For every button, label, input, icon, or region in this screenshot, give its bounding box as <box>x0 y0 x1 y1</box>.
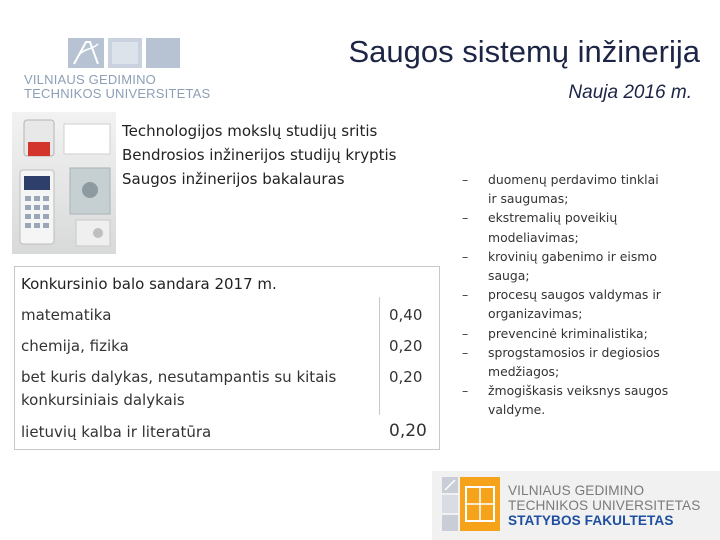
table-row-subject: matematika <box>21 306 112 324</box>
table-heading: Konkursinio balo sandara 2017 m. <box>21 275 277 293</box>
table-row-weight: 0,20 <box>389 368 423 386</box>
bullet-dash: – <box>462 172 469 187</box>
table-row-subject: chemija, fizika <box>21 337 129 355</box>
list-item: – duomenų perdavimo tinklai ir saugumas; <box>462 172 659 207</box>
bullet-dash: – <box>462 248 469 264</box>
university-name-line1: VILNIAUS GEDIMINO <box>24 72 156 87</box>
university-emblem-icon <box>68 38 180 70</box>
table-row-weight: 0,20 <box>389 337 423 355</box>
list-item: – krovinių gabenimo ir eismo sauga; <box>462 248 657 284</box>
university-logo <box>24 38 211 102</box>
bullet-dash: – <box>462 287 469 303</box>
table-row-weight: 0,40 <box>389 306 423 324</box>
list-item: – sprogstamosios ir degiosios medžiagos; <box>462 344 660 380</box>
university-name-line2: TECHNIKOS UNIVERSITETAS <box>24 86 211 101</box>
study-program: Saugos inžinerijos bakalauras <box>122 170 345 188</box>
bullet-dash: – <box>462 325 469 341</box>
faculty-logo-line3: STATYBOS FAKULTETAS <box>508 513 674 528</box>
list-item: – procesų saugos valdymas ir organizavimas; <box>462 287 661 322</box>
topics-list <box>458 170 708 420</box>
table-row-subject: bet kuris dalykas, nesutampantis su kitais <box>21 368 337 386</box>
faculty-logo-line2: TECHNIKOS UNIVERSITETAS <box>508 498 701 513</box>
security-devices-photo <box>12 112 116 254</box>
security-devices-illustration <box>12 112 116 254</box>
study-field: Technologijos mokslų studijų sritis <box>122 122 378 140</box>
score-composition-table <box>14 266 440 450</box>
list-item: – žmogiškasis veiksnys saugos valdyme. <box>462 383 669 418</box>
study-direction: Bendrosios inžinerijos studijų kryptis <box>122 146 397 164</box>
table-row-weight: 0,20 <box>389 421 427 441</box>
list-item: – ekstremalių poveikių modeliavimas; <box>462 210 618 245</box>
bullet-dash: – <box>462 344 469 360</box>
faculty-logo <box>432 471 720 540</box>
faculty-emblem-icon <box>442 477 502 533</box>
page-subtitle: Nauja 2016 m. <box>568 82 692 103</box>
table-row-subject: lietuvių kalba ir literatūra <box>21 423 212 441</box>
faculty-logo-line1: VILNIAUS GEDIMINO <box>508 483 645 498</box>
table-column-divider <box>379 297 380 415</box>
bullet-dash: – <box>462 210 469 226</box>
list-item: – prevencinė kriminalistika; <box>458 324 708 343</box>
table-row-subject-cont: konkursiniais dalykais <box>21 391 185 409</box>
page-title: Saugos sistemų inžinerija <box>348 34 700 69</box>
bullet-dash: – <box>462 383 469 399</box>
